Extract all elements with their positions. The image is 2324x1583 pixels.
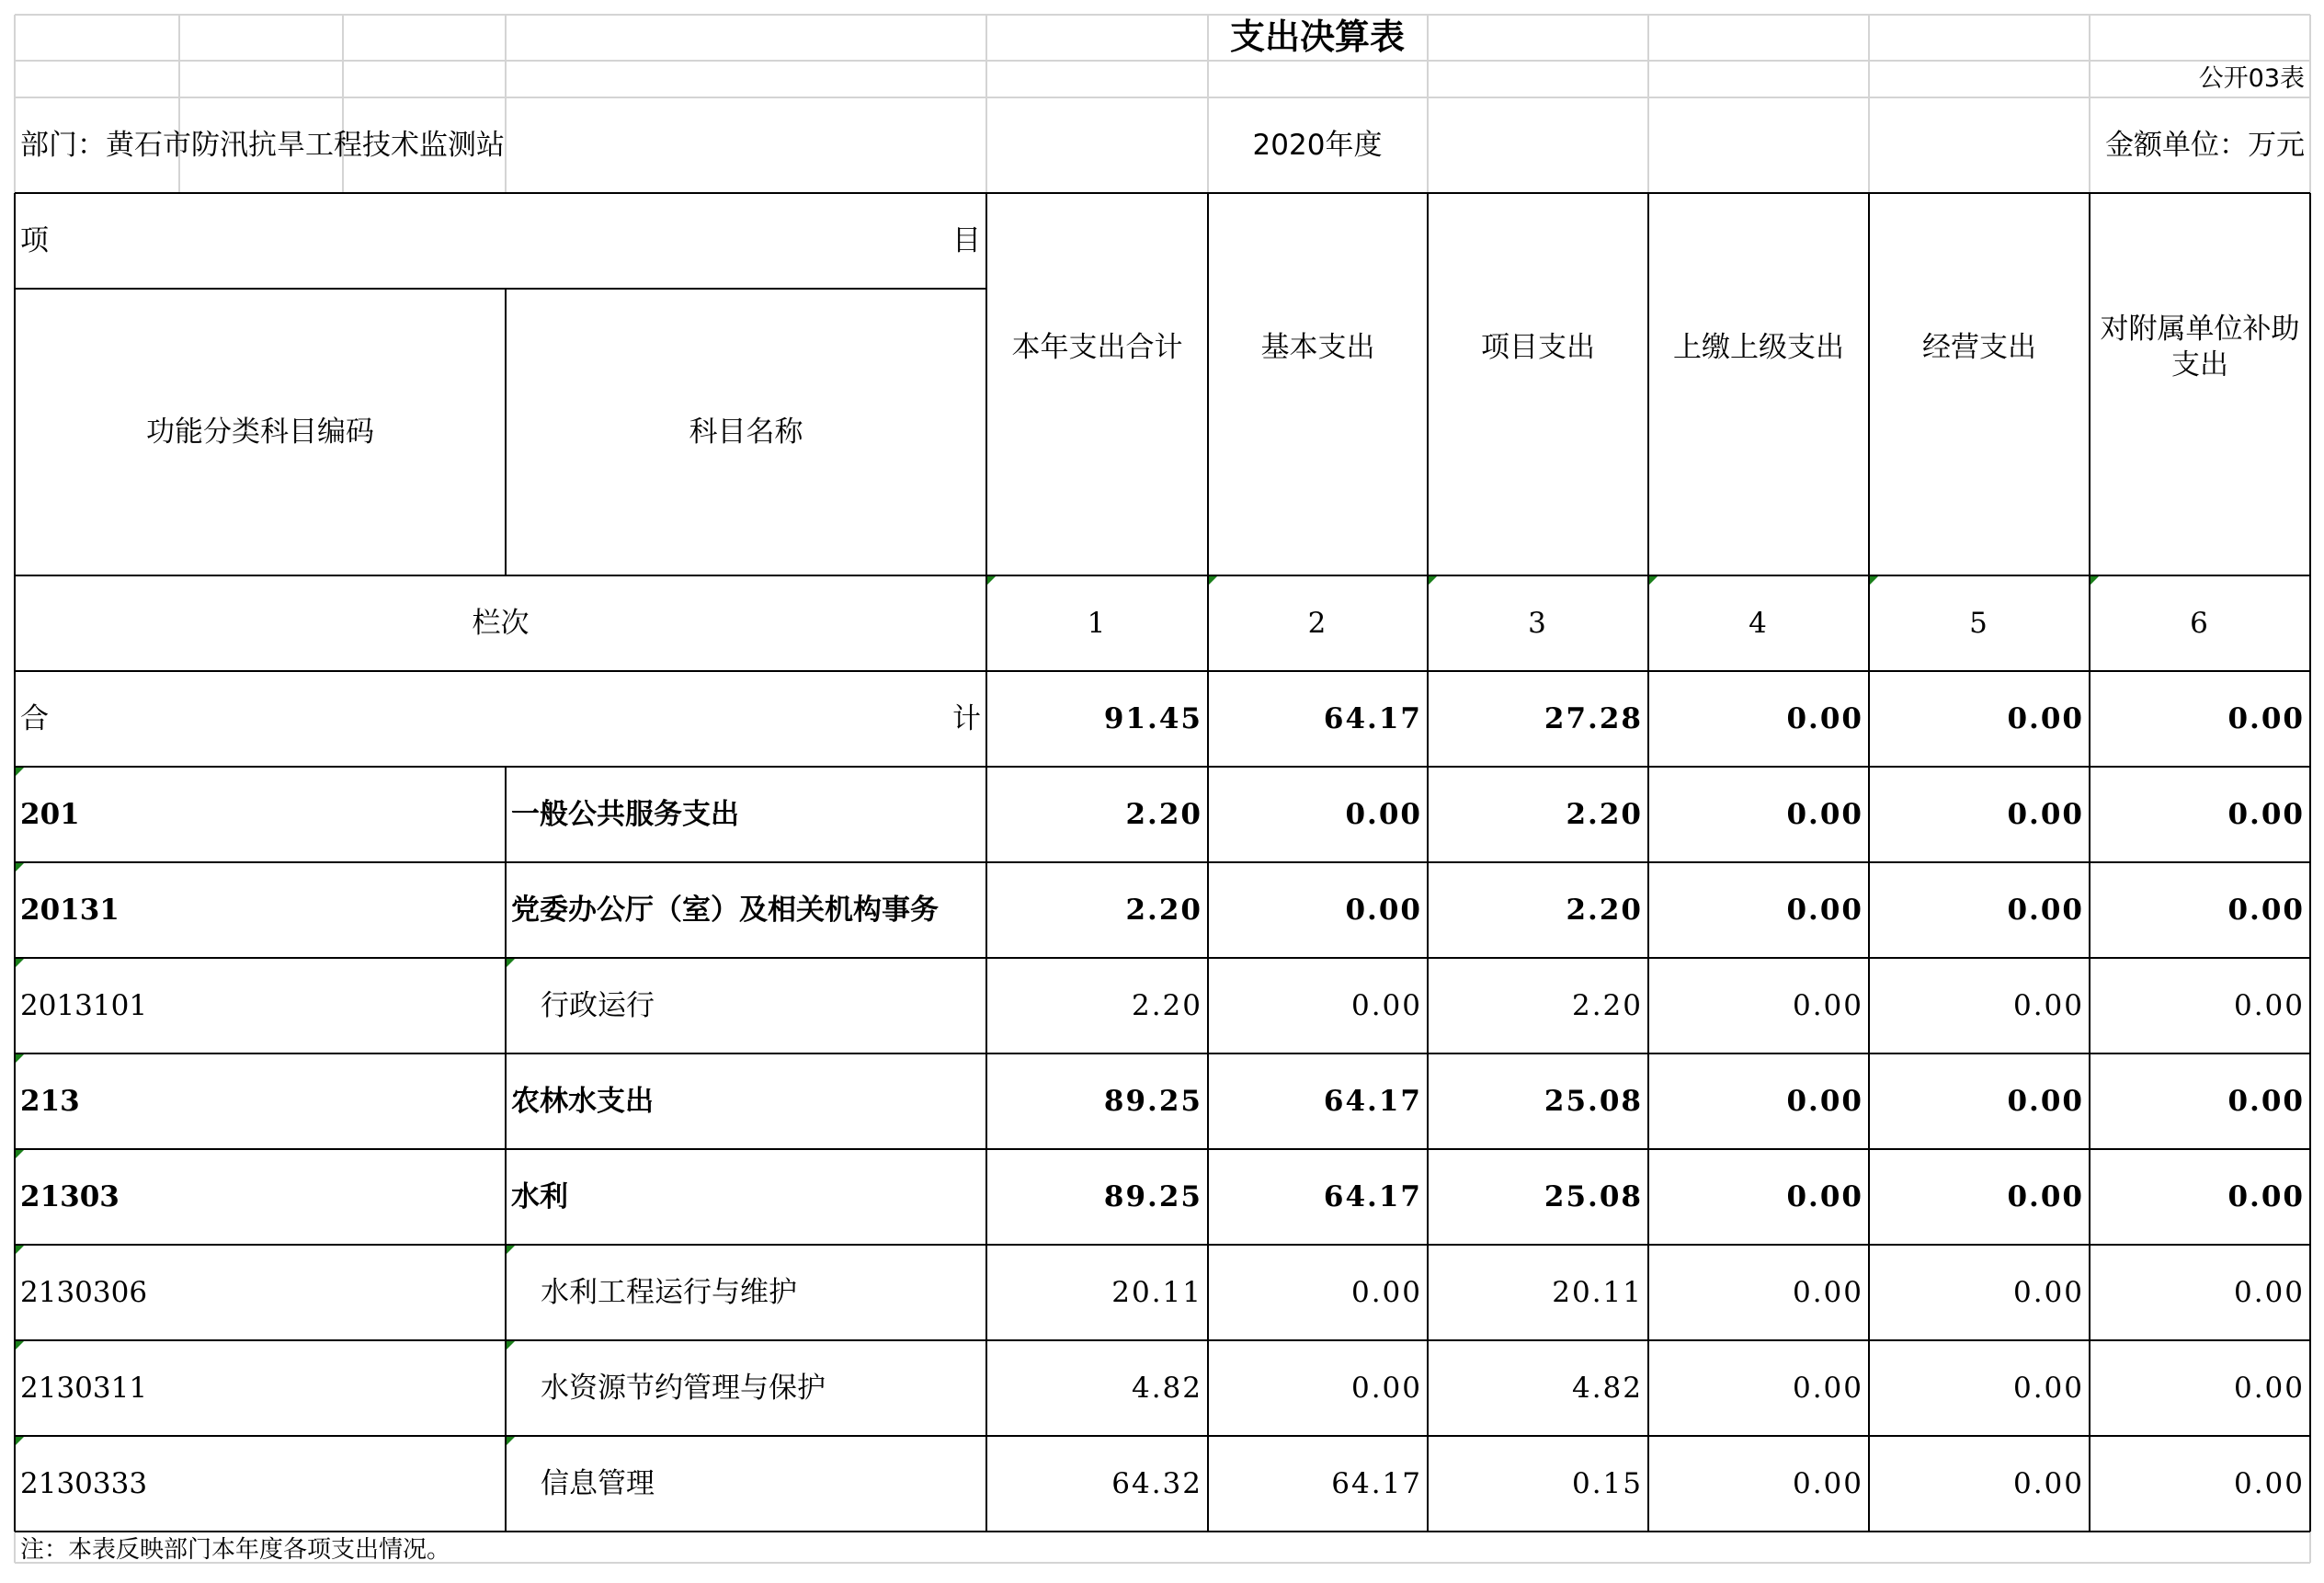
column-index-6 [2090, 575, 2310, 671]
column-index-2-text: 2 [1307, 606, 1328, 640]
row-value-2 [1208, 1149, 1428, 1245]
column-index-5 [1869, 575, 2090, 671]
row-value-2-text: 0.00 [1350, 1275, 1422, 1309]
fiscal-year-text: 2020年度 [1252, 128, 1383, 162]
header-column-2 [1208, 193, 1428, 502]
row-value-3-text: 2.20 [1566, 893, 1643, 927]
column-index-label-text: 栏次 [472, 606, 530, 640]
header-column-2-text: 基本支出 [1260, 330, 1375, 364]
row-value-1-text: 89.25 [1103, 1084, 1202, 1118]
total-value-1 [986, 671, 1208, 767]
row-name [506, 1340, 986, 1436]
row-name-text: 水资源节约管理与保护 [541, 1371, 826, 1405]
row-value-6-text: 0.00 [2233, 1371, 2305, 1405]
cell-marker-icon [16, 863, 24, 871]
row-value-3-text: 4.82 [1571, 1371, 1643, 1405]
row-name [506, 958, 986, 1053]
row-code-text: 20131 [20, 893, 120, 927]
row-code-text: 201 [20, 797, 80, 831]
row-name-text: 党委办公厅（室）及相关机构事务 [511, 893, 939, 927]
total-value-2-text: 64.17 [1323, 701, 1422, 735]
form-code [2090, 61, 2310, 97]
row-value-5-text: 0.00 [2007, 1084, 2084, 1118]
row-value-1 [986, 1053, 1208, 1149]
row-value-4 [1648, 1340, 1869, 1436]
column-index-1-text: 1 [1087, 606, 1108, 640]
header-column-1 [986, 193, 1208, 502]
row-value-6 [2090, 1436, 2310, 1532]
department-label-text: 部门：黄石市防汛抗旱工程技术监测站 [20, 128, 505, 162]
header-column-4-text: 上缴上级支出 [1673, 330, 1844, 364]
total-value-3 [1428, 671, 1648, 767]
total-value-2 [1208, 671, 1428, 767]
row-code [15, 1436, 506, 1532]
row-value-2 [1208, 1340, 1428, 1436]
cell-marker-icon [507, 1437, 515, 1445]
row-value-2 [1208, 862, 1428, 958]
column-index-4-text: 4 [1749, 606, 1769, 640]
row-value-3 [1428, 1245, 1648, 1340]
row-code [15, 1053, 506, 1149]
row-value-2 [1208, 958, 1428, 1053]
row-value-5 [1869, 1340, 2090, 1436]
row-name-text: 信息管理 [541, 1466, 655, 1500]
column-index-6-text: 6 [2190, 606, 2210, 640]
header-column-3-text: 项目支出 [1481, 330, 1595, 364]
header-column-6 [2090, 193, 2310, 502]
row-value-4 [1648, 862, 1869, 958]
row-code [15, 767, 506, 862]
row-name-text: 水利工程运行与维护 [541, 1275, 797, 1309]
row-code [15, 1245, 506, 1340]
header-column-5 [1869, 193, 2090, 502]
cell-marker-icon [507, 1246, 515, 1254]
footnote-text: 注：本表反映部门本年度各项支出情况。 [20, 1535, 451, 1564]
row-value-3-text: 0.15 [1571, 1466, 1643, 1500]
row-value-6-text: 0.00 [2233, 988, 2305, 1022]
row-value-5 [1869, 767, 2090, 862]
row-value-6-text: 0.00 [2227, 1179, 2305, 1213]
total-value-1-text: 91.45 [1103, 701, 1202, 735]
row-value-3 [1428, 862, 1648, 958]
row-value-4-text: 0.00 [1792, 1371, 1863, 1405]
row-value-6 [2090, 1245, 2310, 1340]
row-value-1-text: 20.11 [1111, 1275, 1202, 1309]
row-value-3 [1428, 767, 1648, 862]
row-value-5 [1869, 958, 2090, 1053]
row-value-6 [2090, 1053, 2310, 1149]
row-value-5-text: 0.00 [2007, 893, 2084, 927]
form-code-text: 公开03表 [2198, 64, 2305, 94]
column-index-label [15, 575, 986, 671]
row-value-1-text: 4.82 [1131, 1371, 1202, 1405]
row-name [506, 1245, 986, 1340]
column-index-2 [1208, 575, 1428, 671]
header-name-column-text: 科目名称 [689, 415, 803, 449]
row-value-2-text: 0.00 [1350, 1371, 1422, 1405]
row-code [15, 1340, 506, 1436]
row-value-1-text: 2.20 [1125, 893, 1202, 927]
fiscal-year [986, 97, 1648, 193]
row-value-4 [1648, 1436, 1869, 1532]
row-value-5-text: 0.00 [2007, 797, 2084, 831]
row-value-6-text: 0.00 [2227, 893, 2305, 927]
header-name-column [506, 289, 986, 575]
header-column-3 [1428, 193, 1648, 502]
row-value-1 [986, 1149, 1208, 1245]
row-value-5 [1869, 862, 2090, 958]
row-name [506, 767, 986, 862]
row-value-2 [1208, 767, 1428, 862]
row-value-4-text: 0.00 [1786, 1179, 1863, 1213]
total-value-4 [1648, 671, 1869, 767]
row-value-2-text: 64.17 [1323, 1084, 1422, 1118]
row-value-1-text: 89.25 [1103, 1179, 1202, 1213]
header-column-1-text: 本年支出合计 [1011, 330, 1183, 364]
row-value-6 [2090, 1340, 2310, 1436]
column-index-3 [1428, 575, 1648, 671]
total-label-right-text: 计 [952, 701, 981, 735]
rule-line [1868, 15, 1870, 193]
amount-unit [2090, 97, 2310, 193]
header-column-4 [1648, 193, 1869, 502]
cell-marker-icon [16, 959, 24, 967]
amount-unit-text: 金额单位：万元 [2105, 128, 2305, 162]
row-value-6-text: 0.00 [2227, 797, 2305, 831]
row-value-4-text: 0.00 [1786, 1084, 1863, 1118]
header-item-left-text: 项 [20, 223, 49, 257]
row-name [506, 862, 986, 958]
total-label-left [15, 671, 276, 767]
header-item-right [735, 193, 986, 289]
row-value-6-text: 0.00 [2233, 1466, 2305, 1500]
row-value-2-text: 0.00 [1345, 797, 1422, 831]
row-value-5-text: 0.00 [2012, 1371, 2084, 1405]
row-value-6-text: 0.00 [2227, 1084, 2305, 1118]
row-value-5-text: 0.00 [2012, 1275, 2084, 1309]
total-label-left-text: 合 [20, 701, 49, 735]
row-value-5-text: 0.00 [2007, 1179, 2084, 1213]
cell-marker-icon [16, 1246, 24, 1254]
row-value-5 [1869, 1245, 2090, 1340]
row-name [506, 1053, 986, 1149]
row-name-text: 行政运行 [541, 988, 655, 1022]
row-code-text: 2130333 [20, 1466, 148, 1500]
row-value-1 [986, 1340, 1208, 1436]
header-code-column [15, 289, 506, 575]
row-value-2 [1208, 1053, 1428, 1149]
row-value-3 [1428, 958, 1648, 1053]
cell-marker-icon [507, 1341, 515, 1350]
total-value-5 [1869, 671, 2090, 767]
row-code-text: 2013101 [20, 988, 148, 1022]
cell-marker-icon [16, 1341, 24, 1350]
cell-marker-icon [987, 576, 996, 585]
row-value-4-text: 0.00 [1786, 797, 1863, 831]
row-value-1 [986, 767, 1208, 862]
cell-marker-icon [1429, 576, 1437, 585]
row-value-2-text: 0.00 [1345, 893, 1422, 927]
row-code [15, 958, 506, 1053]
row-value-4-text: 0.00 [1786, 893, 1863, 927]
row-name-text: 农林水支出 [511, 1084, 654, 1118]
cell-marker-icon [507, 959, 515, 967]
row-value-3-text: 25.08 [1544, 1179, 1643, 1213]
row-value-1-text: 2.20 [1125, 797, 1202, 831]
row-value-6 [2090, 767, 2310, 862]
cell-marker-icon [1870, 576, 1878, 585]
row-value-5-text: 0.00 [2012, 1466, 2084, 1500]
row-value-4-text: 0.00 [1792, 1275, 1863, 1309]
row-value-2 [1208, 1436, 1428, 1532]
column-index-1 [986, 575, 1208, 671]
header-item-left [15, 193, 276, 289]
header-column-6-text: 对附属单位补助支出 [2100, 313, 2300, 382]
header-code-column-text: 功能分类科目编码 [146, 415, 374, 449]
row-value-3 [1428, 1053, 1648, 1149]
row-value-6 [2090, 958, 2310, 1053]
cell-marker-icon [1649, 576, 1658, 585]
row-value-5 [1869, 1053, 2090, 1149]
row-name-text: 一般公共服务支出 [511, 797, 739, 831]
row-name [506, 1149, 986, 1245]
row-value-4 [1648, 958, 1869, 1053]
header-column-5-text: 经营支出 [1922, 330, 2036, 364]
row-value-5 [1869, 1436, 2090, 1532]
row-value-3-text: 20.11 [1552, 1275, 1643, 1309]
footnote [15, 1532, 2310, 1568]
row-code-text: 2130306 [20, 1275, 148, 1309]
row-value-3 [1428, 1436, 1648, 1532]
row-value-1-text: 64.32 [1111, 1466, 1202, 1500]
row-value-5 [1869, 1149, 2090, 1245]
row-code [15, 1149, 506, 1245]
total-value-5-text: 0.00 [2007, 701, 2084, 735]
row-value-2 [1208, 1245, 1428, 1340]
total-value-6 [2090, 671, 2310, 767]
row-value-3-text: 2.20 [1571, 988, 1643, 1022]
row-value-3 [1428, 1340, 1648, 1436]
row-value-5-text: 0.00 [2012, 988, 2084, 1022]
row-value-1-text: 2.20 [1131, 988, 1202, 1022]
page-title [986, 15, 1648, 61]
row-value-4 [1648, 767, 1869, 862]
row-code [15, 862, 506, 958]
cell-marker-icon [2090, 576, 2099, 585]
row-value-6-text: 0.00 [2233, 1275, 2305, 1309]
row-code-text: 213 [20, 1084, 80, 1118]
total-value-6-text: 0.00 [2227, 701, 2305, 735]
cell-marker-icon [16, 1054, 24, 1063]
cell-marker-icon [1209, 576, 1217, 585]
page-title-text: 支出决算表 [1229, 17, 1405, 58]
column-index-3-text: 3 [1528, 606, 1548, 640]
total-value-3-text: 27.28 [1544, 701, 1643, 735]
row-value-3 [1428, 1149, 1648, 1245]
row-value-4-text: 0.00 [1792, 988, 1863, 1022]
row-value-3-text: 2.20 [1566, 797, 1643, 831]
cell-marker-icon [16, 768, 24, 776]
cell-marker-icon [16, 1437, 24, 1445]
row-value-6 [2090, 1149, 2310, 1245]
column-index-5-text: 5 [1969, 606, 1989, 640]
row-value-2-text: 64.17 [1323, 1179, 1422, 1213]
total-value-4-text: 0.00 [1786, 701, 1863, 735]
row-value-1 [986, 862, 1208, 958]
row-value-1 [986, 1436, 1208, 1532]
department-label [15, 97, 986, 193]
row-value-4 [1648, 1149, 1869, 1245]
header-item-right-text: 目 [952, 223, 981, 257]
row-value-4 [1648, 1245, 1869, 1340]
row-value-3-text: 25.08 [1544, 1084, 1643, 1118]
row-value-1 [986, 1245, 1208, 1340]
column-index-4 [1648, 575, 1869, 671]
row-name-text: 水利 [511, 1179, 568, 1213]
row-value-1 [986, 958, 1208, 1053]
row-value-2-text: 64.17 [1331, 1466, 1422, 1500]
row-name [506, 1436, 986, 1532]
row-value-2-text: 0.00 [1350, 988, 1422, 1022]
total-label-right [735, 671, 986, 767]
row-value-4 [1648, 1053, 1869, 1149]
row-value-6 [2090, 862, 2310, 958]
row-code-text: 21303 [20, 1179, 120, 1213]
cell-marker-icon [16, 1150, 24, 1158]
row-value-4-text: 0.00 [1792, 1466, 1863, 1500]
row-code-text: 2130311 [20, 1371, 148, 1405]
